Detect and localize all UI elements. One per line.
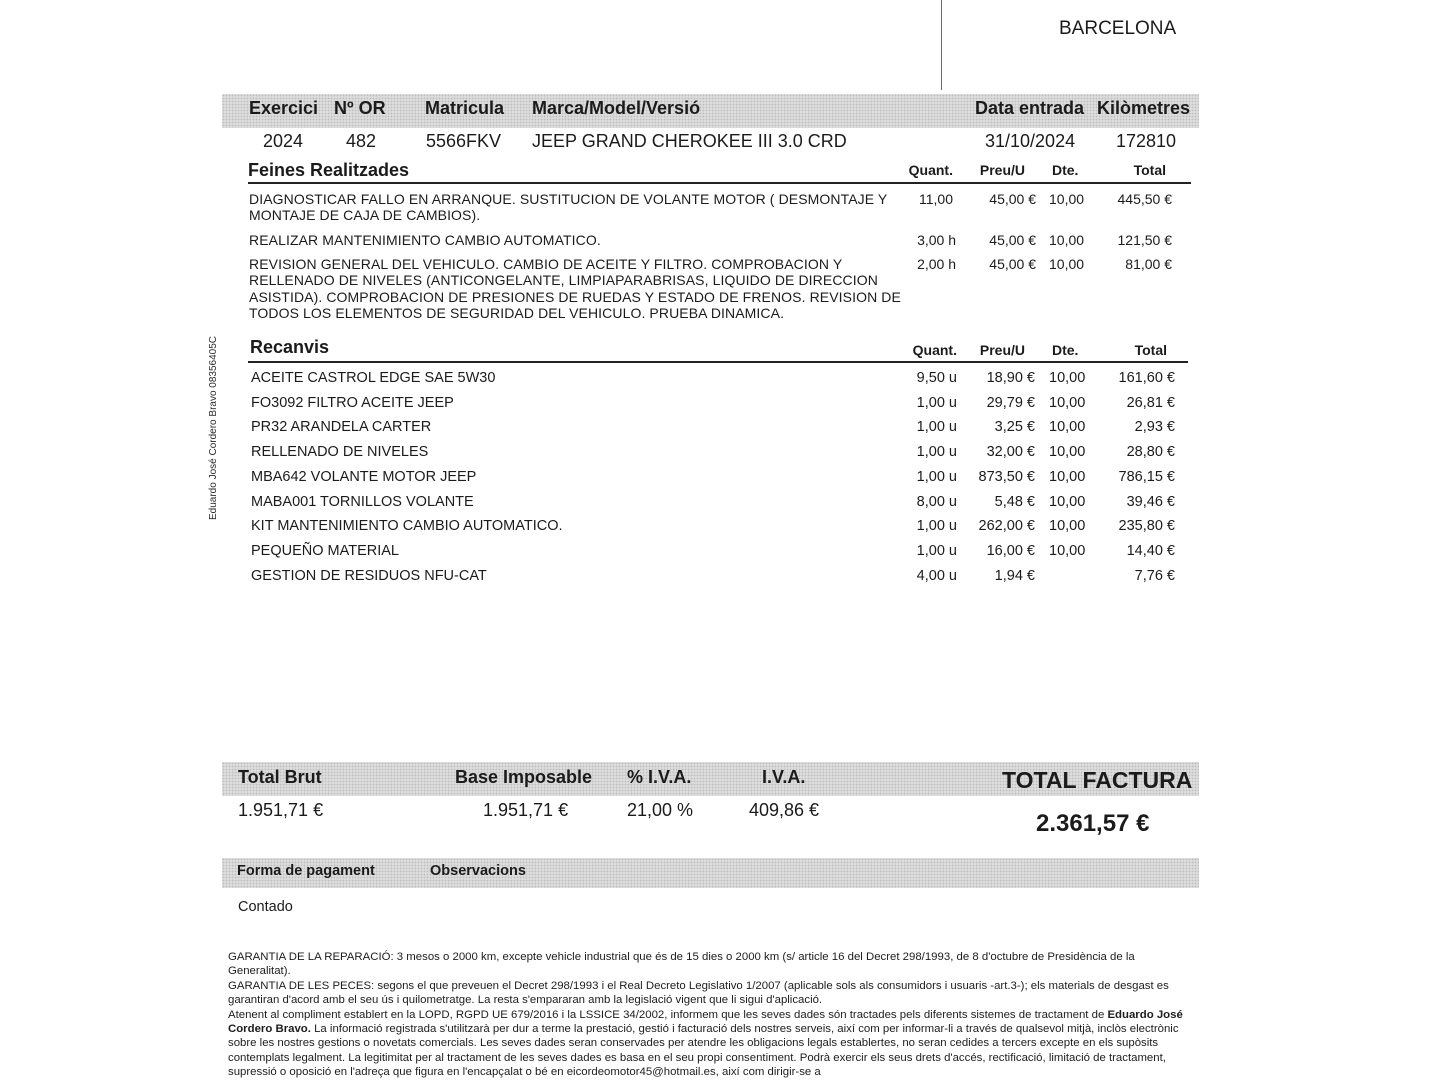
payment-method-label: Forma de pagament bbox=[237, 863, 375, 879]
part-qty: 1,00 u bbox=[916, 543, 957, 559]
part-description: PEQUEÑO MATERIAL bbox=[251, 543, 399, 559]
part-description: GESTION DE RESIDUOS NFU-CAT bbox=[251, 568, 487, 584]
part-total: 14,40 € bbox=[1126, 543, 1175, 559]
data-entrada-value: 31/10/2024 bbox=[985, 131, 1076, 151]
iva-pct-value: 21,00 % bbox=[627, 800, 694, 820]
part-price: 5,48 € bbox=[994, 494, 1035, 510]
jobs-col-total: Total bbox=[1133, 162, 1166, 178]
job-price: 45,00 € bbox=[989, 232, 1036, 248]
part-qty: 1,00 u bbox=[916, 444, 957, 460]
col-matricula-header: Matricula bbox=[425, 98, 505, 118]
total-factura-header: TOTAL FACTURA bbox=[1002, 767, 1193, 793]
part-description: PR32 ARANDELA CARTER bbox=[251, 419, 432, 435]
job-qty: 11,00 bbox=[919, 191, 953, 207]
base-imposable-header: Base Imposable bbox=[455, 767, 593, 787]
repair-warranty-text: GARANTIA DE LA REPARACIÓ: 3 mesos o 2000 km, excepte vehicle industrial que és de 15 dies o 2000 km (s/ article 16 del Decret 298/1993, de 8 d'octubre de Presidència de la Generalitat). bbox=[228, 951, 1135, 978]
table-row bbox=[0, 494, 1440, 518]
jobs-col-qty: Quant. bbox=[908, 162, 953, 178]
privacy-text-body: La informació registrada s'utilitzarà per dur a terme la prestació, gestió i facturació dels nostres serveis, així com per informar-li a través de qualsevol mitjà, inclòs electrònic sobre les nostres gestions o novetats comercials. Les seves dades seran conservades per atendre les obligacions legals establertes, no seran cedides a tercers excepte en els supòsits contemplats legalment. La legitimitat per al tractament de les seves dades es basa en el seu propi consentiment. Podrà exercir els seus drets d'accés, rectificació, limitació de tractament, supressió o oposició en l'adreça que figura en l'encapçalat o bé en eicordeomotor45@hotmail.es, així com dirigir-se a bbox=[228, 1023, 1179, 1079]
table-row bbox=[0, 568, 1440, 592]
part-total: 7,76 € bbox=[1134, 568, 1175, 584]
part-qty: 1,00 u bbox=[916, 419, 957, 435]
kilometres-value: 172810 bbox=[1116, 131, 1177, 151]
iva-value: 409,86 € bbox=[749, 800, 820, 820]
header-divider bbox=[941, 0, 942, 90]
part-description: RELLENADO DE NIVELES bbox=[251, 444, 429, 460]
part-qty: 1,00 u bbox=[916, 518, 957, 534]
part-description: FO3092 FILTRO ACEITE JEEP bbox=[251, 395, 454, 411]
job-total: 81,00 € bbox=[1125, 256, 1172, 272]
table-row bbox=[0, 419, 1440, 443]
part-price: 18,90 € bbox=[986, 370, 1035, 386]
part-price: 32,00 € bbox=[986, 444, 1035, 460]
job-total: 445,50 € bbox=[1117, 191, 1172, 207]
privacy-text bbox=[228, 1008, 1200, 1080]
total-brut-header: Total Brut bbox=[238, 767, 322, 787]
job-qty: 3,00 h bbox=[917, 232, 956, 248]
part-disc: 10,00 bbox=[1049, 419, 1086, 435]
parts-section-title: Recanvis bbox=[250, 337, 330, 357]
part-price: 29,79 € bbox=[986, 395, 1035, 411]
part-disc: 10,00 bbox=[1049, 444, 1086, 460]
legal-text bbox=[228, 950, 1200, 1080]
part-price: 16,00 € bbox=[986, 543, 1035, 559]
side-signature-text: Eduardo José Cordero Bravo 08356405C bbox=[208, 335, 219, 520]
table-row bbox=[0, 469, 1440, 493]
table-row bbox=[0, 444, 1440, 468]
part-total: 786,15 € bbox=[1118, 469, 1175, 485]
privacy-company-name: Eduardo José Cordero Bravo. bbox=[228, 1008, 1183, 1036]
col-data-entrada-header: Data entrada bbox=[975, 98, 1085, 118]
part-description: MABA001 TORNILLOS VOLANTE bbox=[251, 494, 474, 510]
job-disc: 10,00 bbox=[1049, 191, 1085, 207]
job-total: 121,50 € bbox=[1117, 232, 1172, 248]
job-qty: 2,00 h bbox=[917, 256, 956, 272]
part-disc: 10,00 bbox=[1049, 494, 1086, 510]
part-total: 235,80 € bbox=[1118, 518, 1175, 534]
part-total: 28,80 € bbox=[1126, 444, 1175, 460]
job-description: REVISION GENERAL DEL VEHICULO. CAMBIO DE ACEITE Y FILTRO. COMPROBACION Y RELLENADO DE NIVELES (ANTICONGELANTE, LIMPIAPARABRISAS, LIQUIDO DE DIRECCION ASISTIDA). COMPROBACION DE PRESIONES DE RUEDAS Y ESTADO DE FRENOS. REVISION DE TODOS LOS ELEMENTOS DE SEGURIDAD DEL VEHICULO. PRUEBA DINAMICA. bbox=[249, 256, 901, 321]
part-disc: 10,00 bbox=[1049, 395, 1086, 411]
jobs-header-rule bbox=[248, 182, 1191, 184]
job-description: REALIZAR MANTENIMIENTO CAMBIO AUTOMATICO. bbox=[249, 232, 601, 248]
part-disc: 10,00 bbox=[1049, 543, 1086, 559]
parts-warranty-text: GARANTIA DE LES PECES: segons el que preveuen el Decret 298/1993 i el Real Decreto Legislativo 1/2007 (aplicable sols als consumidors i usuaris -art.3-); els materials de desgast es garantiran d'acord amb el seu ús i quilometratge. La resta s'empararan amb la legislació vigent que li sigui d'aplicació. bbox=[228, 979, 1169, 1007]
observations-label: Observacions bbox=[430, 863, 526, 879]
part-price: 3,25 € bbox=[994, 419, 1035, 435]
col-marca-header: Marca/Model/Versió bbox=[532, 98, 701, 118]
part-description: MBA642 VOLANTE MOTOR JEEP bbox=[251, 469, 477, 485]
part-total: 26,81 € bbox=[1126, 395, 1175, 411]
part-total: 2,93 € bbox=[1134, 419, 1175, 435]
col-num-or-header: Nº OR bbox=[334, 98, 386, 118]
job-disc: 10,00 bbox=[1049, 256, 1085, 272]
part-disc: 10,00 bbox=[1049, 469, 1086, 485]
payment-method-value: Contado bbox=[238, 899, 293, 915]
part-price: 1,94 € bbox=[994, 568, 1035, 584]
part-qty: 8,00 u bbox=[916, 494, 957, 510]
part-qty: 9,50 u bbox=[916, 370, 957, 386]
part-disc: 10,00 bbox=[1049, 518, 1086, 534]
table-row bbox=[0, 370, 1440, 394]
part-price: 262,00 € bbox=[978, 518, 1035, 534]
table-row bbox=[0, 543, 1440, 567]
job-price: 45,00 € bbox=[989, 191, 1036, 207]
part-qty: 1,00 u bbox=[916, 395, 957, 411]
city-label: BARCELONA bbox=[1059, 18, 1177, 39]
total-factura-value: 2.361,57 € bbox=[1036, 810, 1150, 837]
parts-col-qty: Quant. bbox=[912, 342, 957, 358]
table-row bbox=[0, 518, 1440, 542]
exercici-value: 2024 bbox=[263, 131, 304, 151]
parts-col-price: Preu/U bbox=[979, 342, 1025, 358]
jobs-col-disc: Dte. bbox=[1052, 162, 1079, 178]
part-qty: 4,00 u bbox=[916, 568, 957, 584]
matricula-value: 5566FKV bbox=[426, 131, 502, 151]
part-total: 161,60 € bbox=[1118, 370, 1175, 386]
parts-header-rule bbox=[248, 361, 1188, 363]
part-disc: 10,00 bbox=[1049, 370, 1086, 386]
part-price: 873,50 € bbox=[978, 469, 1035, 485]
marca-value: JEEP GRAND CHEROKEE III 3.0 CRD bbox=[532, 131, 847, 151]
job-price: 45,00 € bbox=[989, 256, 1036, 272]
iva-header: I.V.A. bbox=[762, 767, 806, 787]
part-total: 39,46 € bbox=[1126, 494, 1175, 510]
col-kilometres-header: Kilòmetres bbox=[1097, 98, 1191, 118]
total-brut-value: 1.951,71 € bbox=[238, 800, 324, 820]
table-row bbox=[0, 395, 1440, 419]
part-qty: 1,00 u bbox=[916, 469, 957, 485]
job-description: DIAGNOSTICAR FALLO EN ARRANQUE. SUSTITUCION DE VOLANTE MOTOR ( DESMONTAJE Y MONTAJE DE CAJA DE CAMBIOS). bbox=[249, 191, 888, 224]
parts-col-total: Total bbox=[1134, 342, 1167, 358]
part-description: ACEITE CASTROL EDGE SAE 5W30 bbox=[251, 370, 496, 386]
job-disc: 10,00 bbox=[1049, 232, 1085, 248]
part-description: KIT MANTENIMIENTO CAMBIO AUTOMATICO. bbox=[251, 518, 563, 534]
privacy-text-intro: Atenent al compliment establert en la LOPD, RGPD UE 679/2016 i la LSSICE 34/2002, informem que les seves dades són tractades pels diferents sistemes de tractament de bbox=[228, 1008, 1105, 1021]
jobs-col-price: Preu/U bbox=[979, 162, 1025, 178]
col-exercici-header: Exercici bbox=[249, 98, 319, 118]
parts-col-disc: Dte. bbox=[1052, 342, 1079, 358]
num-or-value: 482 bbox=[346, 131, 377, 151]
base-imposable-value: 1.951,71 € bbox=[483, 800, 569, 820]
iva-pct-header: % I.V.A. bbox=[627, 767, 692, 787]
jobs-section-title: Feines Realitzades bbox=[248, 160, 410, 180]
